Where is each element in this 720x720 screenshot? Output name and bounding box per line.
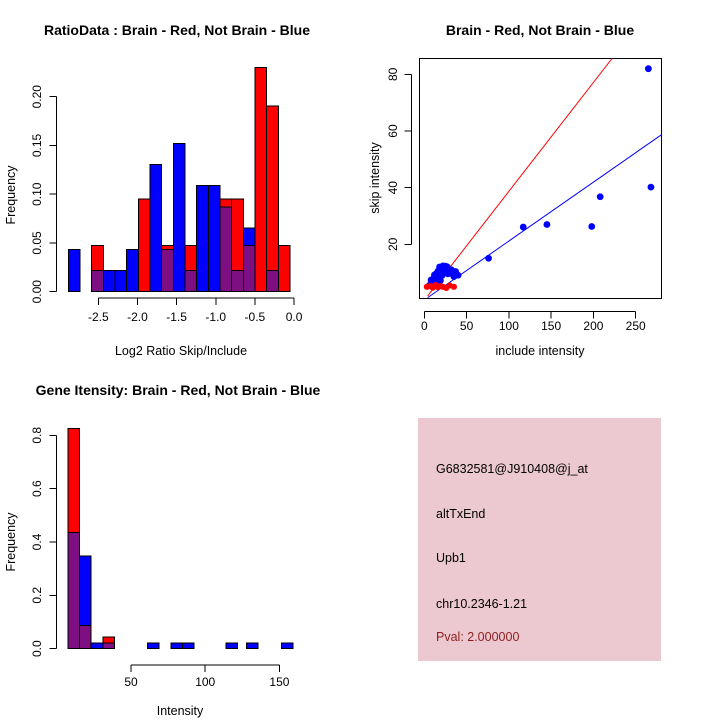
hist-bar-blue xyxy=(246,643,258,649)
pval-text: Pval: 2.000000 xyxy=(436,630,520,644)
x-tick-label: 0 xyxy=(420,319,428,333)
hist-bar-blue xyxy=(91,643,103,649)
gene-histogram-xlabel: Intensity xyxy=(156,704,204,718)
x-tick-label: -2.0 xyxy=(127,310,148,324)
hist-bar-overlap xyxy=(103,643,115,649)
scatter-point-blue xyxy=(588,223,595,230)
x-tick-label: 50 xyxy=(459,319,474,333)
x-tick-label: 50 xyxy=(124,675,138,689)
scatter-point-blue xyxy=(645,65,652,72)
y-tick-label: 40 xyxy=(386,181,400,195)
x-tick-label: 100 xyxy=(498,319,519,333)
y-tick-label: 0.2 xyxy=(30,586,44,604)
hist-bar-blue xyxy=(115,271,127,292)
plot-box xyxy=(419,58,661,298)
hist-bar-overlap xyxy=(220,207,232,292)
hist-bar-blue xyxy=(148,643,160,649)
scatter-title: Brain - Red, Not Brain - Blue xyxy=(445,22,635,38)
scatter-point-blue xyxy=(544,221,551,228)
hist-bar-blue xyxy=(68,249,80,291)
hist-bar-blue xyxy=(197,186,209,292)
hist-bar-blue xyxy=(208,186,220,292)
y-tick-label: 80 xyxy=(386,67,400,82)
hist-bar-red xyxy=(278,245,290,291)
x-tick-label: 150 xyxy=(269,675,290,689)
hist-bar-overlap xyxy=(185,271,197,292)
scatter-point-blue xyxy=(648,184,655,191)
gene-intensity-histogram-panel xyxy=(0,360,360,720)
x-tick-label: 100 xyxy=(195,675,216,689)
scatter-point-blue xyxy=(520,224,527,231)
x-tick-label: -2.5 xyxy=(87,310,109,324)
y-tick-label: 0.15 xyxy=(30,133,44,158)
y-tick-label: 0.20 xyxy=(30,85,44,109)
y-tick-label: 0.00 xyxy=(30,280,44,304)
hist-bar-overlap xyxy=(232,271,244,292)
hist-bar-overlap xyxy=(79,625,91,648)
scatter-xlabel: include intensity xyxy=(495,344,585,358)
hist-bar-overlap xyxy=(243,245,255,291)
probe-id-text: G6832581@J910408@j_at xyxy=(436,462,588,476)
hist-bar-red xyxy=(267,106,279,292)
gene-name-text: Upb1 xyxy=(436,551,466,565)
locus-text: chr10.2346-1.21 xyxy=(436,597,528,611)
y-tick-label: 0.10 xyxy=(30,182,44,206)
brain-fit-line xyxy=(428,58,612,295)
y-tick-label: 60 xyxy=(386,124,400,138)
gene-histogram-ylabel: Frequency xyxy=(4,512,18,572)
y-tick-label: 0.4 xyxy=(30,533,44,551)
hist-bar-blue xyxy=(127,249,139,291)
y-tick-label: 0.6 xyxy=(30,480,44,497)
hist-bar-overlap xyxy=(162,249,174,291)
x-tick-label: -1.5 xyxy=(166,310,187,324)
y-tick-label: 20 xyxy=(386,237,400,252)
gene-info-box xyxy=(418,418,661,661)
ratio-histogram-plot-area xyxy=(30,68,303,324)
hist-bar-overlap xyxy=(267,271,279,292)
hist-bar-blue xyxy=(171,643,183,649)
event-type-text: altTxEnd xyxy=(436,507,486,521)
scatter-ylabel: skip intensity xyxy=(368,142,382,214)
scatter-plot-area xyxy=(386,58,662,333)
gene-histogram-title: Gene Itensity: Brain - Red, Not Brain - Blue xyxy=(35,382,321,398)
scatter-point-blue xyxy=(455,272,462,279)
scatter-point-red xyxy=(451,284,457,290)
hist-bar-blue xyxy=(173,143,185,291)
gene-info-panel xyxy=(360,360,720,720)
ratio-histogram-ylabel: Frequency xyxy=(4,165,18,225)
ratio-histogram-xlabel: Log2 Ratio Skip/Include xyxy=(114,344,248,358)
hist-bar-blue xyxy=(226,643,238,649)
hist-bar-red xyxy=(255,68,267,292)
y-tick-label: 0.8 xyxy=(30,426,44,444)
scatter-point-blue xyxy=(485,255,492,262)
y-tick-label: 0.05 xyxy=(30,231,44,255)
intensity-scatter-panel xyxy=(360,0,720,360)
hist-bar-blue xyxy=(183,643,195,649)
hist-bar-blue xyxy=(150,165,162,292)
scatter-point-blue xyxy=(597,193,604,200)
hist-bar-overlap xyxy=(68,533,80,649)
x-tick-label: 200 xyxy=(583,319,604,333)
x-tick-label: 150 xyxy=(541,319,562,333)
hist-bar-red xyxy=(138,199,150,292)
hist-bar-blue xyxy=(103,271,115,292)
hist-bar-blue xyxy=(281,643,293,649)
x-tick-label: -0.5 xyxy=(244,310,266,324)
x-tick-label: 0.0 xyxy=(285,310,303,324)
x-tick-label: -1.0 xyxy=(205,310,227,324)
hist-bar-overlap xyxy=(92,271,104,292)
ratio-histogram-panel xyxy=(0,0,360,360)
gene-histogram-plot-area xyxy=(30,427,293,689)
x-tick-label: 250 xyxy=(625,319,646,333)
not-brain-fit-line xyxy=(428,134,662,297)
ratio-histogram-title: RatioData : Brain - Red, Not Brain - Blue xyxy=(43,22,311,38)
y-tick-label: 0.0 xyxy=(30,640,44,658)
